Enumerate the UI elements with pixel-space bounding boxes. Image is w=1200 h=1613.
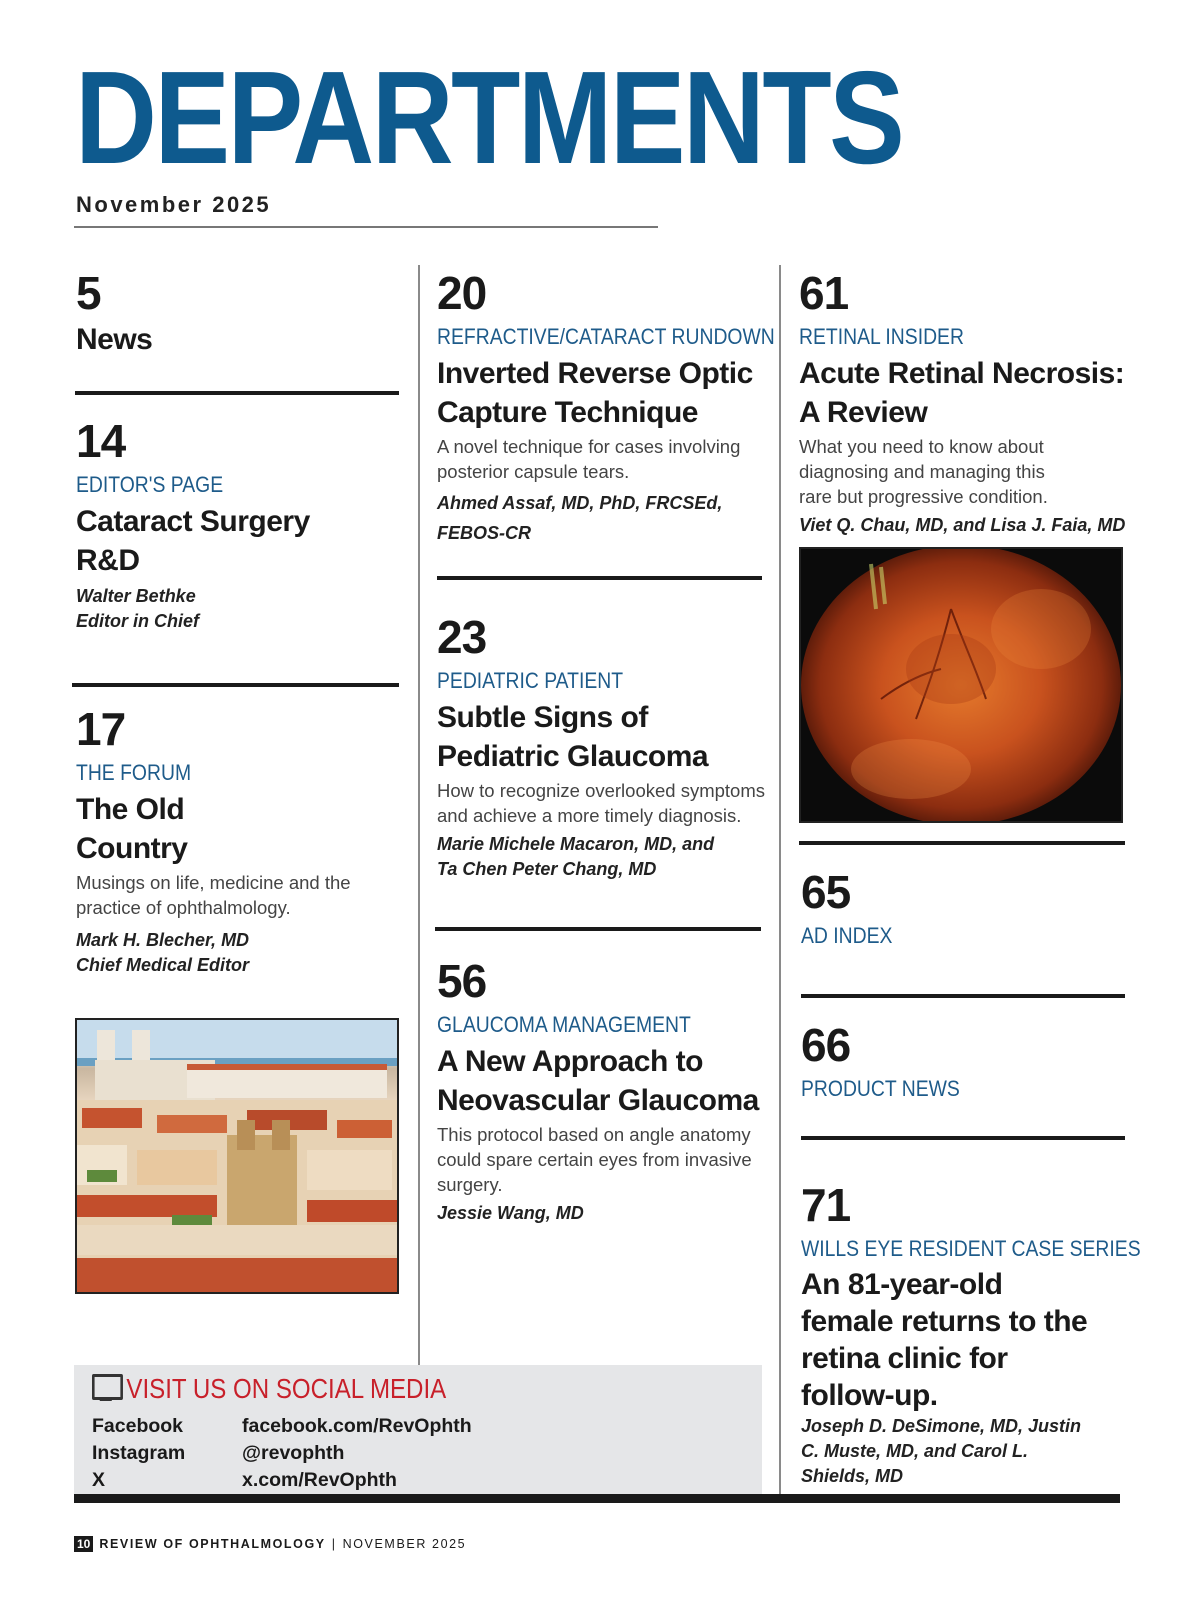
department-label: WILLS EYE RESIDENT CASE SERIES [801,1236,1141,1261]
byline: Ahmed Assaf, MD, PhD, FRCSEd, FEBOS-CR [437,493,723,543]
column-divider-right [779,265,781,1497]
article-description: Musings on life, medicine and the practice of ophthalmology. [76,872,351,918]
section-divider [75,391,399,395]
fundus-illustration [801,549,1121,821]
department-label: EDITOR'S PAGE [76,472,224,497]
social-label: Facebook [92,1415,184,1437]
article-title: An 81-year-old female returns to the retina clinic for follow-up. [801,1268,1088,1412]
column-divider-left [418,265,420,1365]
social-row-x[interactable] [92,1469,397,1492]
toc-entry-ad-index[interactable] [801,867,1121,951]
toc-entry-pediatric-patient[interactable] [437,612,772,882]
bottom-rule [74,1494,1120,1503]
department-label: PEDIATRIC PATIENT [437,668,624,693]
toc-entry-wills-eye-resident-case-series[interactable] [801,1179,1141,1489]
article-description: How to recognize overlooked symptoms and achieve a more timely diagnosis. [437,780,766,826]
social-link[interactable]: x.com/RevOphth [242,1469,397,1491]
department-label: GLAUCOMA MANAGEMENT [437,1012,691,1037]
article-description: A novel technique for cases involving posterior capsule tears. [437,436,741,482]
page-number: 66 [801,1019,851,1071]
article-title-line: A New Approach to [437,1045,703,1078]
article-description: This protocol based on angle anatomy could spare certain eyes from invasive surgery. [437,1124,752,1195]
section-divider [435,927,761,931]
toc-entry-retinal-insider[interactable] [799,268,1139,538]
section-divider [801,994,1125,998]
toc-entry-refractive-cataract-rundown[interactable] [437,267,775,548]
article-title-line: Cataract Surgery [76,505,310,538]
social-media-panel [74,1365,762,1497]
byline-role: Chief Medical Editor [76,955,250,975]
byline: Mark H. Blecher, MD [76,930,250,950]
article-title-line: Subtle Signs of [437,701,648,734]
page-number: 71 [801,1179,851,1231]
page-title: DEPARTMENTS [75,44,903,191]
toc-entry-editors-page[interactable] [76,416,396,634]
section-divider [437,576,762,580]
footer-date: NOVEMBER 2025 [342,1537,467,1551]
social-row-facebook[interactable] [92,1415,472,1438]
page-number: 65 [801,866,851,918]
department-label: AD INDEX [801,923,893,948]
retinal-fundus-photo [799,547,1123,823]
article-title-line: Neovascular Glaucoma [437,1084,759,1117]
toc-entry-product-news[interactable] [801,1020,1121,1104]
department-label: PRODUCT NEWS [801,1076,960,1101]
article-title-line: Acute Retinal Necrosis: [799,357,1125,390]
article-title-line: Inverted Reverse Optic [437,357,753,390]
byline: Marie Michele Macaron, MD, and Ta Chen Peter Chang, MD [437,834,715,879]
page-number: 5 [76,267,101,319]
department-label: REFRACTIVE/CATARACT RUNDOWN [437,324,775,349]
folio-page-number: 10 [74,1536,93,1552]
byline: Walter Bethke [76,586,196,606]
monitor-icon [92,1374,120,1404]
section-divider [801,1136,1125,1140]
byline: Joseph D. DeSimone, MD, Justin C. Muste, MD, and Carol L. Shields, MD [801,1416,1082,1486]
toc-entry-glaucoma-management[interactable] [437,956,772,1226]
toc-entry-news[interactable] [76,268,396,359]
article-description: What you need to know about diagnosing and managing this rare but progressive condition. [799,436,1048,507]
page-number: 61 [799,267,849,319]
social-link[interactable]: facebook.com/RevOphth [242,1415,472,1437]
masthead-divider [74,226,658,228]
section-divider [799,841,1125,845]
byline: Viet Q. Chau, MD, and Lisa J. Faia, MD [799,515,1126,535]
social-link[interactable]: @revophth [242,1442,345,1464]
footer-separator: | [331,1537,337,1551]
page-number: 17 [76,703,126,755]
page-number: 14 [76,415,126,467]
lisbon-cityscape-photo [75,1018,399,1294]
social-heading-text: VISIT US ON SOCIAL MEDIA [126,1373,447,1404]
page-number: 56 [437,955,487,1007]
article-title-line: The Old [76,793,185,826]
social-label: X [92,1469,106,1491]
toc-entry-the-forum[interactable] [76,704,406,978]
publication-name: REVIEW OF OPHTHALMOLOGY [99,1537,326,1551]
page-number: 20 [437,267,487,319]
social-media-heading [92,1373,446,1405]
social-label: Instagram [92,1442,186,1464]
article-title-line: A Review [799,396,928,429]
cityscape-illustration [77,1020,397,1292]
article-title-line: Country [76,832,188,865]
page-footer [74,1536,466,1552]
article-title-line: Pediatric Glaucoma [437,740,709,773]
article-title-line: R&D [76,544,140,577]
social-row-instagram[interactable] [92,1442,345,1465]
department-label: THE FORUM [76,760,192,785]
section-divider [72,683,399,687]
issue-date: November 2025 [76,192,272,217]
article-title: News [76,323,153,356]
byline: Jessie Wang, MD [437,1203,584,1223]
article-title-line: Capture Technique [437,396,698,429]
byline-role: Editor in Chief [76,611,199,631]
department-label: RETINAL INSIDER [799,324,964,349]
page-number: 23 [437,611,487,663]
